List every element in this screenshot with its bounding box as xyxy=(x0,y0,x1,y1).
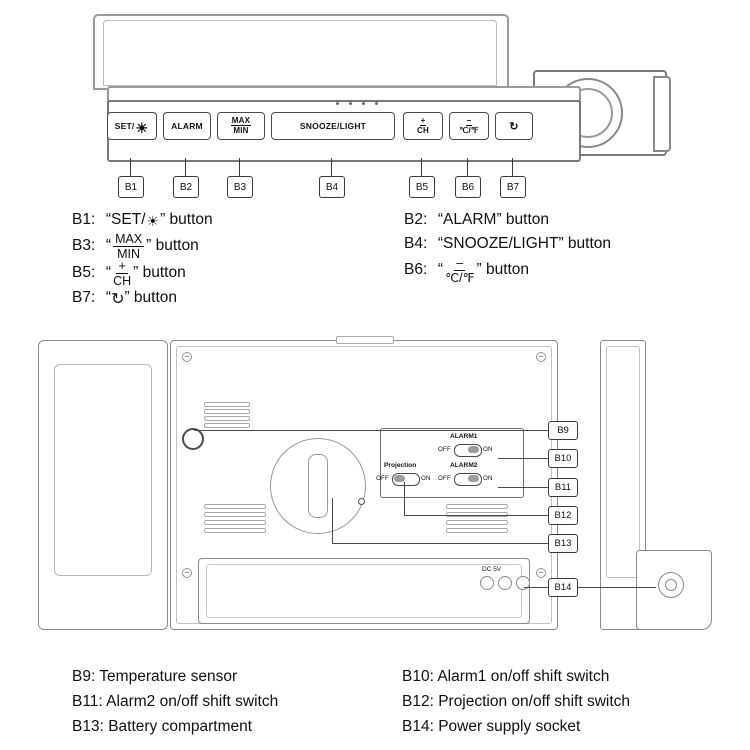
alarm2-title: ALARM2 xyxy=(450,462,478,469)
legend-row-b7: B7: “ ↻ ” button xyxy=(72,286,213,311)
vent-slot xyxy=(204,504,266,509)
minus-temp-fraction: $\frac{-}{℃/℉}$ xyxy=(445,256,475,285)
leader-b14 xyxy=(524,587,548,588)
button-b7[interactable] xyxy=(495,112,533,140)
alarm2-off-label: OFF xyxy=(438,475,451,482)
vent-slot xyxy=(204,528,266,533)
side-view-illustration xyxy=(592,336,732,636)
housing-side-cap xyxy=(653,76,671,152)
button-b2-label: ALARM xyxy=(171,121,203,131)
tag-b11: B11 xyxy=(548,478,578,497)
legend-b13: B13: Battery compartment xyxy=(72,718,253,736)
leader-b10 xyxy=(498,458,548,459)
power-socket xyxy=(480,576,494,590)
callout-b7: B7 xyxy=(500,176,526,198)
alarm1-title: ALARM1 xyxy=(450,433,478,440)
button-b4-label: SNOOZE/LIGHT xyxy=(299,121,367,131)
legend-b11: B11: Alarm2 on/off shift switch xyxy=(72,693,279,711)
screw xyxy=(182,352,192,362)
alarm1-switch[interactable] xyxy=(454,444,482,457)
side-socket-pin xyxy=(665,579,677,591)
vent-slot xyxy=(204,402,250,407)
projection-switch[interactable] xyxy=(392,473,420,486)
button-b5[interactable] xyxy=(403,112,443,140)
button-b5-label: $\frac{+}{CH}$ xyxy=(417,116,429,135)
battery-compartment xyxy=(308,454,328,518)
vent-slot xyxy=(204,512,266,517)
callout-b5: B5 xyxy=(409,176,435,198)
legend-top-left xyxy=(72,208,213,311)
plus-ch-fraction: $\frac{+}{CH}$ xyxy=(113,259,132,288)
callout-b6: B6 xyxy=(455,176,481,198)
button-b1[interactable] xyxy=(107,112,157,140)
loop-arrow-icon: ↻ xyxy=(509,120,519,133)
tag-b12: B12 xyxy=(548,506,578,525)
loop-arrow-icon: ↻ xyxy=(111,291,125,309)
callout-stem-b1 xyxy=(130,158,131,178)
tag-b13: B13 xyxy=(548,534,578,553)
callout-stem-b6 xyxy=(467,158,468,178)
button-b6[interactable] xyxy=(449,112,489,140)
tag-b9: B9 xyxy=(548,421,578,440)
leader-b13-v xyxy=(332,498,333,543)
leader-b11 xyxy=(498,487,548,488)
legend-row-b1: B1: “SET/ ☀ ” button xyxy=(72,208,213,232)
screw xyxy=(182,568,192,578)
folding-lid-inner xyxy=(54,364,152,576)
callout-b3: B3 xyxy=(227,176,253,198)
vent-slot xyxy=(204,409,250,414)
leader-b12 xyxy=(404,515,548,516)
temperature-sensor xyxy=(182,428,204,450)
leader-b14-right xyxy=(578,587,656,588)
callout-stem-b3 xyxy=(239,158,240,178)
max-min-fraction: $\frac{\text{MAX}}{\text{MIN}}$ xyxy=(115,232,143,261)
callout-b4: B4 xyxy=(319,176,345,198)
screw xyxy=(536,568,546,578)
callout-stem-b4 xyxy=(331,158,332,178)
speaker-dots xyxy=(336,102,378,105)
alarm2-switch[interactable] xyxy=(454,473,482,486)
vent-slot xyxy=(204,423,250,428)
legend-bottom-row-3 xyxy=(72,714,732,739)
top-tab xyxy=(336,336,394,344)
screw xyxy=(536,352,546,362)
button-b1-label: SET/ xyxy=(114,121,135,131)
legend-bottom xyxy=(72,664,732,739)
callout-stem-b7 xyxy=(512,158,513,178)
battery-door-inner xyxy=(206,564,522,618)
tag-b14: B14 xyxy=(548,578,578,597)
leader-b12-v xyxy=(404,482,405,515)
legend-row-b5: B5: “ $\frac{+}{CH}$ ” button xyxy=(72,259,186,288)
side-body-inner xyxy=(606,346,640,578)
projection-off-label: OFF xyxy=(376,475,389,482)
display-lid-inner xyxy=(103,20,497,86)
button-b2[interactable] xyxy=(163,112,211,140)
legend-top-right xyxy=(404,208,611,283)
vent-slot xyxy=(204,416,250,421)
vent-slot xyxy=(446,504,508,509)
projection-on-label: ON xyxy=(421,475,431,482)
leader-b13 xyxy=(332,543,548,544)
button-b6-label: $\frac{-}{℃/℉}$ xyxy=(459,116,479,135)
callout-stem-b2 xyxy=(185,158,186,178)
alarm1-on-label: ON xyxy=(483,446,493,453)
legend-bottom-row-1 xyxy=(72,664,732,689)
legend-row-b6: B6: “ $\frac{-}{℃/℉}$ ” button xyxy=(404,256,530,285)
sun-icon: ☀ xyxy=(135,119,149,136)
button-b3-label: $\frac{\text{MAX}}{\text{MIN}}$ xyxy=(231,116,251,135)
projection-title: Projection xyxy=(384,462,417,469)
legend-row-b3: B3: “ $\frac{\text{MAX}}{\text{MIN}}$ ” button xyxy=(72,232,199,261)
socket-contact xyxy=(498,576,512,590)
vent-slot xyxy=(446,528,508,533)
button-b4[interactable] xyxy=(271,112,395,140)
dc-socket-label: DC 5V xyxy=(482,566,502,573)
vent-slot xyxy=(204,520,266,525)
back-panel-illustration xyxy=(36,336,566,636)
tag-b10: B10 xyxy=(548,449,578,468)
legend-b12: B12: Projection on/off shift switch xyxy=(402,693,631,711)
callout-b1: B1 xyxy=(118,176,144,198)
legend-b14: B14: Power supply socket xyxy=(402,718,581,736)
front-panel-illustration xyxy=(55,8,695,193)
alarm1-off-label: OFF xyxy=(438,446,451,453)
marker-dot xyxy=(358,498,365,505)
sun-icon: ☀ xyxy=(146,213,160,230)
vent-slot xyxy=(446,520,508,525)
legend-bottom-row-2 xyxy=(72,689,732,714)
legend-row-b4: B4: “SNOOZE/LIGHT” button xyxy=(404,235,612,253)
callout-stem-b5 xyxy=(421,158,422,178)
legend-row-b2: B2: “ALARM” button xyxy=(404,211,550,228)
button-b3[interactable] xyxy=(217,112,265,140)
alarm2-on-label: ON xyxy=(483,475,493,482)
legend-b9: B9: Temperature sensor xyxy=(72,668,238,685)
leader-b9 xyxy=(194,430,548,431)
callout-b2: B2 xyxy=(173,176,199,198)
legend-b10: B10: Alarm1 on/off shift switch xyxy=(402,668,610,685)
